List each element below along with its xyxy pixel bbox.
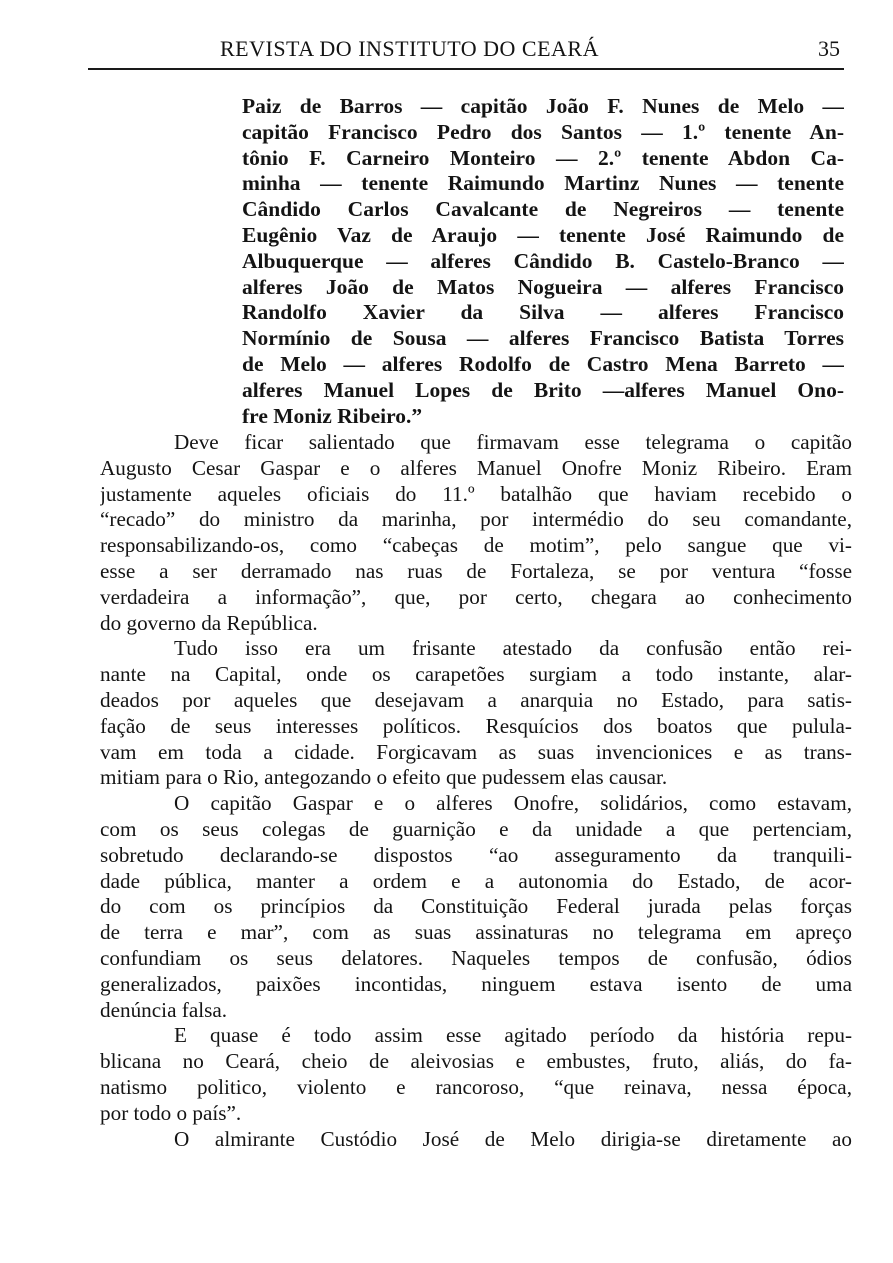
quote-line: Randolfo Xavier da Silva — alferes Francisco (242, 300, 844, 325)
text-line: por todo o país”. (100, 1100, 242, 1125)
running-header (88, 34, 844, 70)
quote-line: fre Moniz Ribeiro.” (242, 403, 423, 428)
paragraph (100, 1023, 852, 1126)
quote-line: alferes Manuel Lopes de Brito —alferes Manuel Ono- (242, 377, 844, 402)
text-line: deados por aqueles que desejavam a anarquia no Estado, para satis- (100, 687, 852, 712)
text-line: de terra e mar”, com as suas assinaturas no telegrama em apreço (100, 920, 852, 945)
paragraph (100, 791, 852, 1023)
quote-line: alferes João de Matos Nogueira — alferes Francisco (242, 274, 844, 299)
journal-title: REVISTA DO INSTITUTO DO CEARÁ (220, 36, 599, 61)
quote-line: Normínio de Sousa — alferes Francisco Batista Torres (242, 326, 844, 351)
page-number: 35 (818, 36, 840, 61)
text-line: do com os princípios da Constituição Federal jurada pelas forças (100, 894, 852, 919)
text-line: nante na Capital, onde os carapetões surgiam a todo instante, alar- (100, 662, 852, 687)
quoted-telegram-signatories (242, 94, 844, 429)
text-line: O almirante Custódio José de Melo dirigia-se diretamente ao (174, 1126, 852, 1151)
text-line: blicana no Ceará, cheio de aleivosias e embustes, fruto, aliás, do fa- (100, 1049, 852, 1074)
text-line: confundiam os seus delatores. Naqueles tempos de confusão, ódios (100, 945, 852, 970)
paragraph (100, 1127, 852, 1153)
text-line: E quase é todo assim esse agitado período da história repu- (174, 1023, 852, 1048)
text-line: generalizados, paixões incontidas, ninguem estava isento de uma (100, 971, 852, 996)
text-line: O capitão Gaspar e o alferes Onofre, solidários, como estavam, (174, 791, 852, 816)
text-line: dade pública, manter a ordem e a autonomia do Estado, de acor- (100, 868, 852, 893)
text-line: justamente aqueles oficiais do 11.º batalhão que haviam recebido o (100, 481, 852, 506)
body-text (100, 430, 852, 1152)
paragraph (100, 430, 852, 636)
text-line: denúncia falsa. (100, 997, 228, 1022)
quote-line: Albuquerque — alferes Cândido B. Castelo-Branco — (242, 248, 844, 273)
text-line: “recado” do ministro da marinha, por intermédio do seu comandante, (100, 507, 852, 532)
text-line: vam em toda a cidade. Forgicavam as suas invencionices e as trans- (100, 739, 852, 764)
text-line: fação de seus interesses políticos. Resquícios dos boatos que pulula- (100, 713, 852, 738)
text-line: mitiam para o Rio, antegozando o efeito que pudessem elas causar. (100, 765, 668, 790)
quote-line: minha — tenente Raimundo Martinz Nunes — tenente (242, 171, 844, 196)
text-line: verdadeira a informação”, que, por certo, chegara ao conhecimento (100, 584, 852, 609)
text-line: Tudo isso era um frisante atestado da confusão então rei- (174, 636, 852, 661)
quote-line: de Melo — alferes Rodolfo de Castro Mena Barreto — (242, 351, 844, 376)
quote-line: Eugênio Vaz de Araujo — tenente José Raimundo de (242, 222, 844, 247)
text-line: responsabilizando-os, como “cabeças de motim”, pelo sangue que vi- (100, 533, 852, 558)
quote-line: tônio F. Carneiro Monteiro — 2.º tenente Abdon Ca- (242, 145, 844, 170)
quote-line: Paiz de Barros — capitão João F. Nunes de Melo — (242, 94, 844, 118)
text-line: do governo da República. (100, 610, 318, 635)
quote-line: Cândido Carlos Cavalcante de Negreiros — tenente (242, 197, 844, 222)
text-line: com os seus colegas de guarnição e da unidade a que pertenciam, (100, 816, 852, 841)
text-line: Deve ficar salientado que firmavam esse telegrama o capitão (174, 430, 852, 454)
text-line: Augusto Cesar Gaspar e o alferes Manuel Onofre Moniz Ribeiro. Eram (100, 455, 852, 480)
text-line: esse a ser derramado nas ruas de Fortaleza, se por ventura “fosse (100, 558, 852, 583)
text-line: sobretudo declarando-se dispostos “ao asseguramento da tranquili- (100, 842, 852, 867)
text-line: natismo politico, violento e rancoroso, “que reinava, nessa época, (100, 1074, 852, 1099)
quote-line: capitão Francisco Pedro dos Santos — 1.º tenente An- (242, 119, 844, 144)
paragraph (100, 636, 852, 791)
